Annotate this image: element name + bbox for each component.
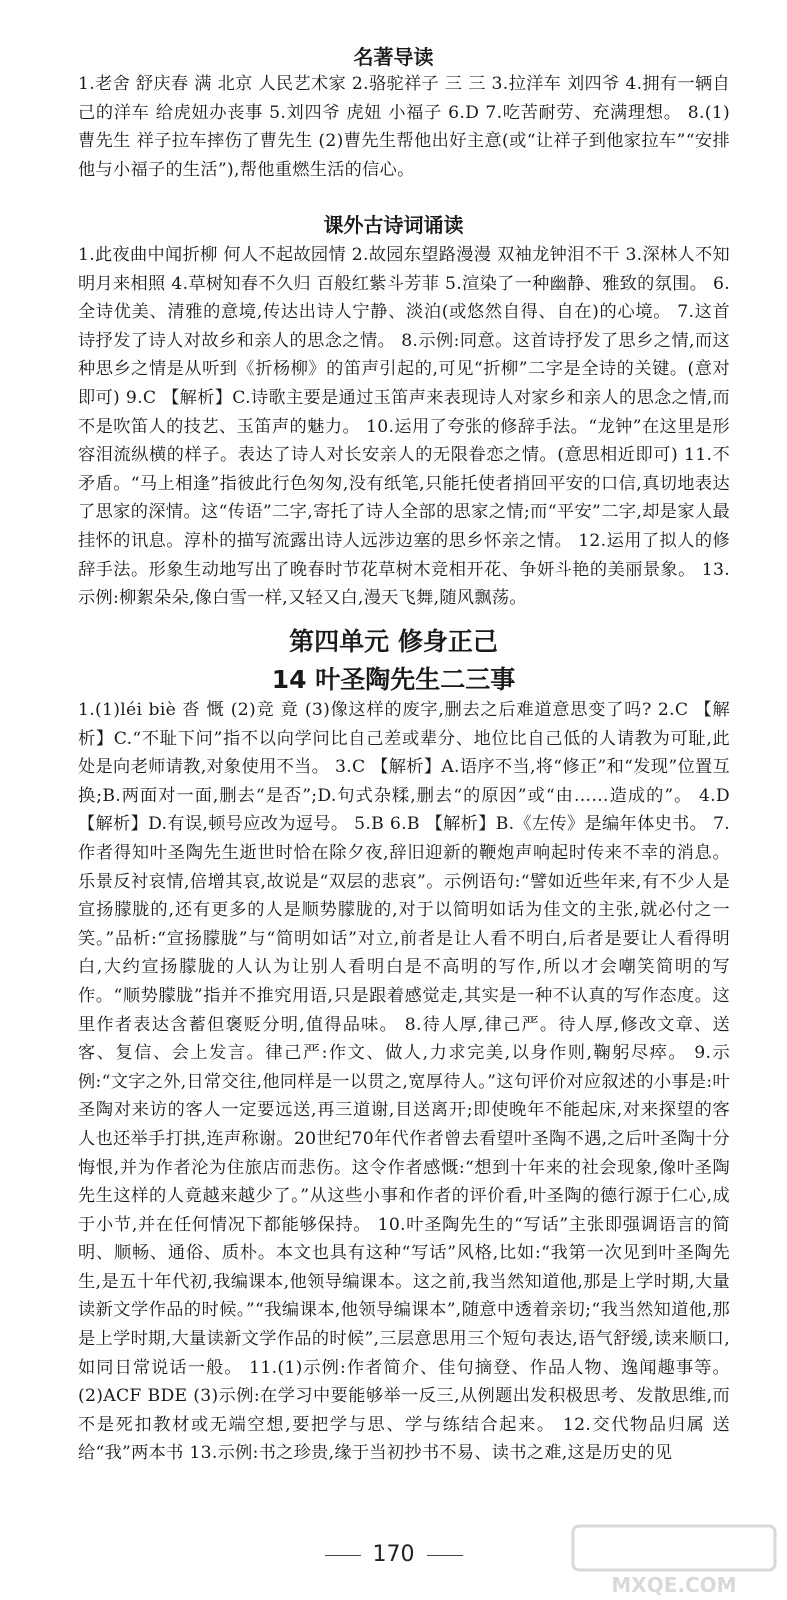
unit-title: 第四单元 修身正己 xyxy=(289,627,498,656)
section-title-poetry: 课外古诗词诵读 xyxy=(323,213,464,237)
page-number-text: 170 xyxy=(372,1542,415,1567)
watermark-text: MXQE.COM xyxy=(611,1573,737,1597)
section-title-classics: 名著导读 xyxy=(353,45,434,69)
page-number-left-rule xyxy=(325,1555,361,1556)
section-body-classics: 1.老舍 舒庆春 满 北京 人民艺术家 2.骆驼祥子 三 三 3.拉洋车 刘四爷 4.拥有一辆自己的洋车 给虎妞办丧事 5.刘四爷 虎妞 小福子 6.D 7.吃苦耐劳、充满理想。 8.(1)曹先生 祥子拉车摔伤了曹先生 (2)曹先生帮他出好主意(或“让祥子到他家拉车”“安排他与小福子的生活”),帮他重燃生活的信心。 xyxy=(78,74,730,180)
lesson-title: 14 叶圣陶先生二三事 xyxy=(271,665,516,694)
watermark-logo xyxy=(569,1520,779,1598)
section-body-poetry: 1.此夜曲中闻折柳 何人不起故园情 2.故园东望路漫漫 双袖龙钟泪不干 3.深林人不知 明月来相照 4.草树知春不久归 百般红紫斗芳菲 5.渲染了一种幽静、雅致的氛围。 6.全诗优美、清雅的意境,传达出诗人宁静、淡泊(或悠然自得、自在)的心境。 7.这首诗抒发了诗人对故乡和亲人的思念之情。 8.示例:同意。这首诗抒发了思乡之情,而这种思乡之情是从听到《折杨柳》的笛声引起的,可见“折柳”二字是全诗的关键。(意对即可) 9.C 【解析】C.诗歌主要是通过玉笛声来表现诗人对家乡和亲人的思念之情,而不是吹笛人的技艺、玉笛声的魅力。 10.运用了夸张的修辞手法。“龙钟”在这里是形容泪流纵横的样子。表达了诗人对长安亲人的无限眷恋之情。(意思相近即可) 11.不矛盾。“马上相逢”指彼此行色匆匆,没有纸笔,只能托使者捎回平安的口信,真切地表达了思家的深情。这“传语”二字,寄托了诗人全部的思家之情;而“平安”二字,却是家人最挂怀的讯息。淳朴的描写流露出诗人远涉边塞的思乡怀亲之情。 12.运用了拟人的修辞手法。形象生动地写出了晚春时节花草树木竞相开花、争妍斗艳的美丽景象。 13.示例:柳絮朵朵,像白雪一样,又轻又白,漫天飞舞,随风飘荡。 xyxy=(78,245,730,609)
watermark-frame xyxy=(573,1526,775,1570)
page-number-right-rule xyxy=(427,1555,463,1556)
lesson-answers: 1.(1)léi biè 沓 慨 (2)竞 竟 (3)像这样的废字,删去之后难道意思变了吗? 2.C 【解析】C.“不耻下问”指不以向学问比自己差或辈分、地位比自己低的人请教为可耻,此处是向老师请教,对象使用不当。 3.C 【解析】A.语序不当,将“修正”和“发现”位置互换;B.两面对一面,删去“是否”;D.句式杂糅,删去“的原因”或“由……造成的”。 4.D 【解析】D.有误,顿号应改为逗号。 5.B 6.B 【解析】B.《左传》是编年体史书。 7.作者得知叶圣陶先生逝世时恰在除夕夜,辞旧迎新的鞭炮声响起时传来不幸的消息。乐景反衬哀情,倍增其哀,故说是“双层的悲哀”。示例语句:“譬如近些年来,有不少人是宣扬朦胧的,还有更多的人是顺势朦胧的,对于以简明如话为佳文的主张,就必付之一笑。”品析:“宣扬朦胧”与“简明如话”对立,前者是让人看不明白,后者是要让人看得明白,大约宣扬朦胧的人认为让别人看明白是不高明的写作,所以才会嘲笑简明的写作。“顺势朦胧”指并不推究用语,只是跟着感觉走,其实是一种不认真的写作态度。这里作者表达含蓄但褒贬分明,值得品味。 8.待人厚,律己严。待人厚,修改文章、送客、复信、会上发言。律己严:作文、做人,力求完美,以身作则,鞠躬尽瘁。 9.示例:“文字之外,日常交往,他同样是一以贯之,宽厚待人。”这句评价对应叙述的小事是:叶圣陶对来访的客人一定要远送,再三道谢,目送离开;即使晚年不能起床,对来探望的客人也还举手打拱,连声称谢。20世纪70年代作者曾去看望叶圣陶不遇,之后叶圣陶十分悔恨,并为作者沦为住旅店而悲伤。这令作者感慨:“想到十年来的社会现象,像叶圣陶先生这样的人竟越来越少了。”从这些小事和作者的评价看,叶圣陶的德行源于仁心,成于小节,并在任何情况下都能够保持。 10.叶圣陶先生的“写话”主张即强调语言的简明、顺畅、通俗、质朴。本文也具有这种“写话”风格,比如:“我第一次见到叶圣陶先生,是五十年代初,我编课本,他领导编课本。这之前,我当然知道他,那是上学时期,大量读新文学作品的时候。”“我编课本,他领导编课本”,随意中透着亲切;“我当然知道他,那是上学时期,大量读新文学作品的时候”,三层意思用三个短句表达,语气舒缓,读来顺口,如同日常说话一般。 11.(1)示例:作者简介、佳句摘登、作品人物、逸闻趣事等。 (2)ACF BDE (3)示例:在学习中要能够举一反三,从例题出发积极思考、发散思维,而不是死扣教材或无端空想,要把学与思、学与练结合起来。 12.交代物品归属 送给“我”两本书 13.示例:书之珍贵,缘于当初抄书不易、读书之难,这是历史的见 xyxy=(78,700,730,1464)
